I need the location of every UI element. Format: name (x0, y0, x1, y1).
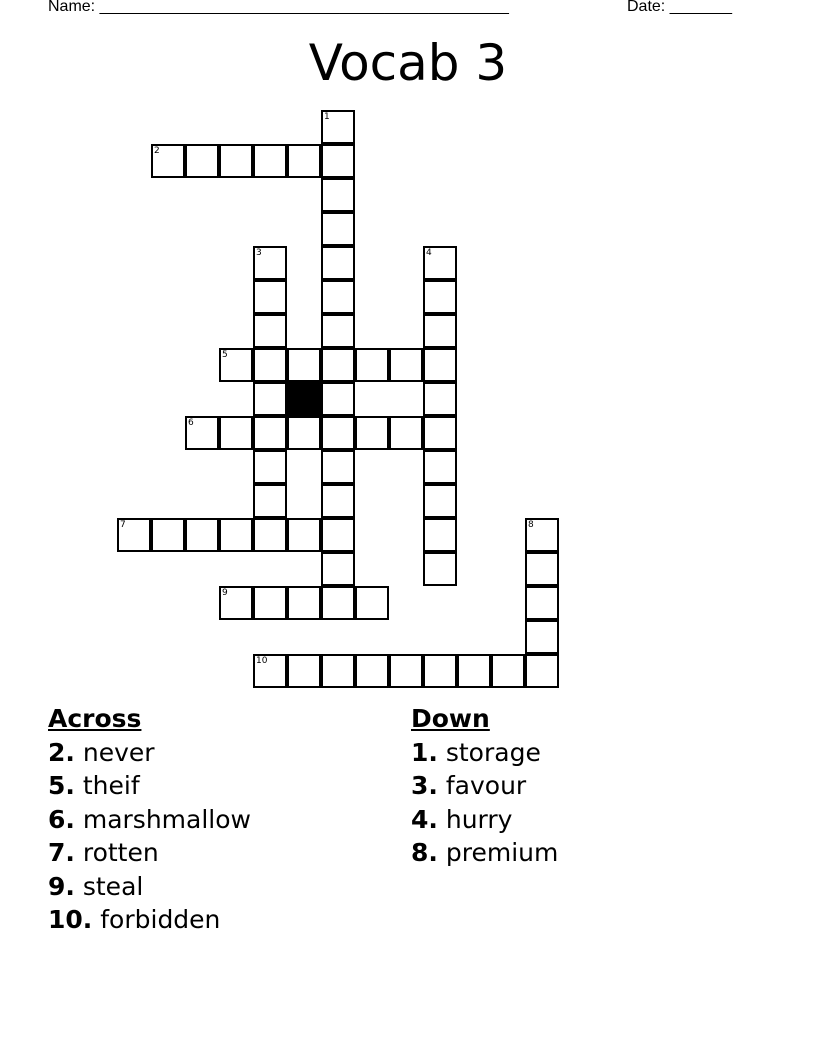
block-cell (287, 382, 321, 416)
grid-cell[interactable] (321, 144, 355, 178)
grid-cell[interactable] (321, 348, 355, 382)
grid-cell[interactable] (321, 586, 355, 620)
grid-cell[interactable] (525, 552, 559, 586)
grid-cell[interactable] (253, 518, 287, 552)
clue-number: 5. (48, 771, 75, 800)
page-title: Vocab 3 (308, 34, 508, 92)
grid-cell[interactable] (423, 382, 457, 416)
grid-cell[interactable] (253, 314, 287, 348)
grid-cell[interactable] (423, 246, 457, 280)
grid-cell[interactable] (321, 654, 355, 688)
cell-number: 3 (256, 248, 262, 258)
cell-number: 4 (426, 248, 432, 258)
grid-cell[interactable] (185, 416, 219, 450)
grid-cell[interactable] (321, 178, 355, 212)
grid-cell[interactable] (253, 416, 287, 450)
clue-down-4 (411, 803, 558, 837)
grid-cell[interactable] (253, 382, 287, 416)
clue-across-5 (48, 769, 251, 803)
grid-cell[interactable] (423, 416, 457, 450)
cell-number: 8 (528, 520, 534, 530)
clue-text: steal (82, 871, 144, 901)
down-clues (411, 702, 558, 870)
grid-cell[interactable] (321, 484, 355, 518)
clue-number: 8. (411, 838, 438, 867)
clue-across-2 (48, 736, 251, 770)
grid-cell[interactable] (389, 416, 423, 450)
grid-cell[interactable] (219, 586, 253, 620)
clue-text: favour (445, 771, 527, 800)
grid-cell[interactable] (219, 144, 253, 178)
grid-cell[interactable] (321, 382, 355, 416)
grid-cell[interactable] (219, 518, 253, 552)
clue-text: premium (445, 838, 559, 867)
grid-cell[interactable] (151, 518, 185, 552)
clue-text: hurry (445, 804, 513, 834)
date-field-label: Date: _______ (627, 0, 732, 15)
grid-cell[interactable] (253, 654, 287, 688)
grid-cell[interactable] (321, 314, 355, 348)
grid-cell[interactable] (253, 484, 287, 518)
grid-cell[interactable] (423, 518, 457, 552)
grid-cell[interactable] (355, 654, 389, 688)
clue-number: 10. (48, 905, 93, 934)
grid-cell[interactable] (287, 416, 321, 450)
clue-number: 7. (48, 838, 75, 867)
grid-cell[interactable] (491, 654, 525, 688)
clue-number: 9. (48, 871, 75, 901)
grid-cell[interactable] (253, 144, 287, 178)
clue-text: storage (445, 737, 541, 767)
cell-number: 7 (120, 520, 126, 530)
grid-cell[interactable] (185, 144, 219, 178)
grid-cell[interactable] (525, 518, 559, 552)
grid-cell[interactable] (287, 518, 321, 552)
grid-cell[interactable] (321, 518, 355, 552)
grid-cell[interactable] (457, 654, 491, 688)
clue-text: rotten (82, 838, 159, 867)
grid-cell[interactable] (253, 280, 287, 314)
grid-cell[interactable] (321, 110, 355, 144)
grid-cell[interactable] (423, 654, 457, 688)
grid-cell[interactable] (287, 144, 321, 178)
grid-cell[interactable] (321, 280, 355, 314)
cell-number: 9 (222, 588, 228, 598)
grid-cell[interactable] (355, 348, 389, 382)
clue-number: 6. (48, 804, 75, 834)
grid-cell[interactable] (321, 416, 355, 450)
grid-cell[interactable] (253, 348, 287, 382)
grid-cell[interactable] (287, 586, 321, 620)
grid-cell[interactable] (321, 552, 355, 586)
grid-cell[interactable] (525, 586, 559, 620)
cell-number: 10 (256, 656, 268, 666)
grid-cell[interactable] (423, 314, 457, 348)
clue-number: 3. (411, 771, 438, 800)
clue-text: marshmallow (82, 804, 251, 834)
clue-across-7 (48, 836, 251, 870)
grid-cell[interactable] (423, 348, 457, 382)
grid-cell[interactable] (219, 416, 253, 450)
across-heading: Across (48, 704, 142, 733)
clue-text: forbidden (100, 905, 221, 934)
clue-text: never (82, 737, 155, 767)
grid-cell[interactable] (253, 246, 287, 280)
clue-across-9 (48, 870, 251, 904)
down-heading: Down (411, 704, 490, 733)
clue-text: theif (82, 771, 140, 800)
clue-number: 2. (48, 737, 75, 767)
grid-cell[interactable] (389, 348, 423, 382)
grid-cell[interactable] (525, 654, 559, 688)
name-field-label: Name: ______________________________________________ (48, 0, 509, 15)
cell-number: 5 (222, 350, 228, 360)
grid-cell[interactable] (321, 450, 355, 484)
grid-cell[interactable] (253, 450, 287, 484)
clue-number: 1. (411, 737, 438, 767)
cell-number: 2 (154, 146, 160, 156)
grid-cell[interactable] (389, 654, 423, 688)
clue-across-6 (48, 803, 251, 837)
grid-cell[interactable] (423, 280, 457, 314)
grid-cell[interactable] (185, 518, 219, 552)
grid-cell[interactable] (355, 416, 389, 450)
grid-cell[interactable] (253, 586, 287, 620)
grid-cell[interactable] (287, 348, 321, 382)
clue-down-8 (411, 836, 558, 870)
cell-number: 1 (324, 112, 330, 122)
grid-cell[interactable] (321, 246, 355, 280)
grid-cell[interactable] (423, 450, 457, 484)
grid-cell[interactable] (117, 518, 151, 552)
across-clues (48, 702, 251, 937)
grid-cell[interactable] (423, 552, 457, 586)
cell-number: 6 (188, 418, 194, 428)
grid-cell[interactable] (287, 654, 321, 688)
clue-across-10 (48, 903, 251, 937)
clue-down-3 (411, 769, 558, 803)
grid-cell[interactable] (525, 620, 559, 654)
grid-cell[interactable] (151, 144, 185, 178)
clue-down-1 (411, 736, 558, 770)
grid-cell[interactable] (423, 484, 457, 518)
grid-cell[interactable] (321, 212, 355, 246)
grid-cell[interactable] (355, 586, 389, 620)
grid-cell[interactable] (219, 348, 253, 382)
clue-number: 4. (411, 804, 438, 834)
